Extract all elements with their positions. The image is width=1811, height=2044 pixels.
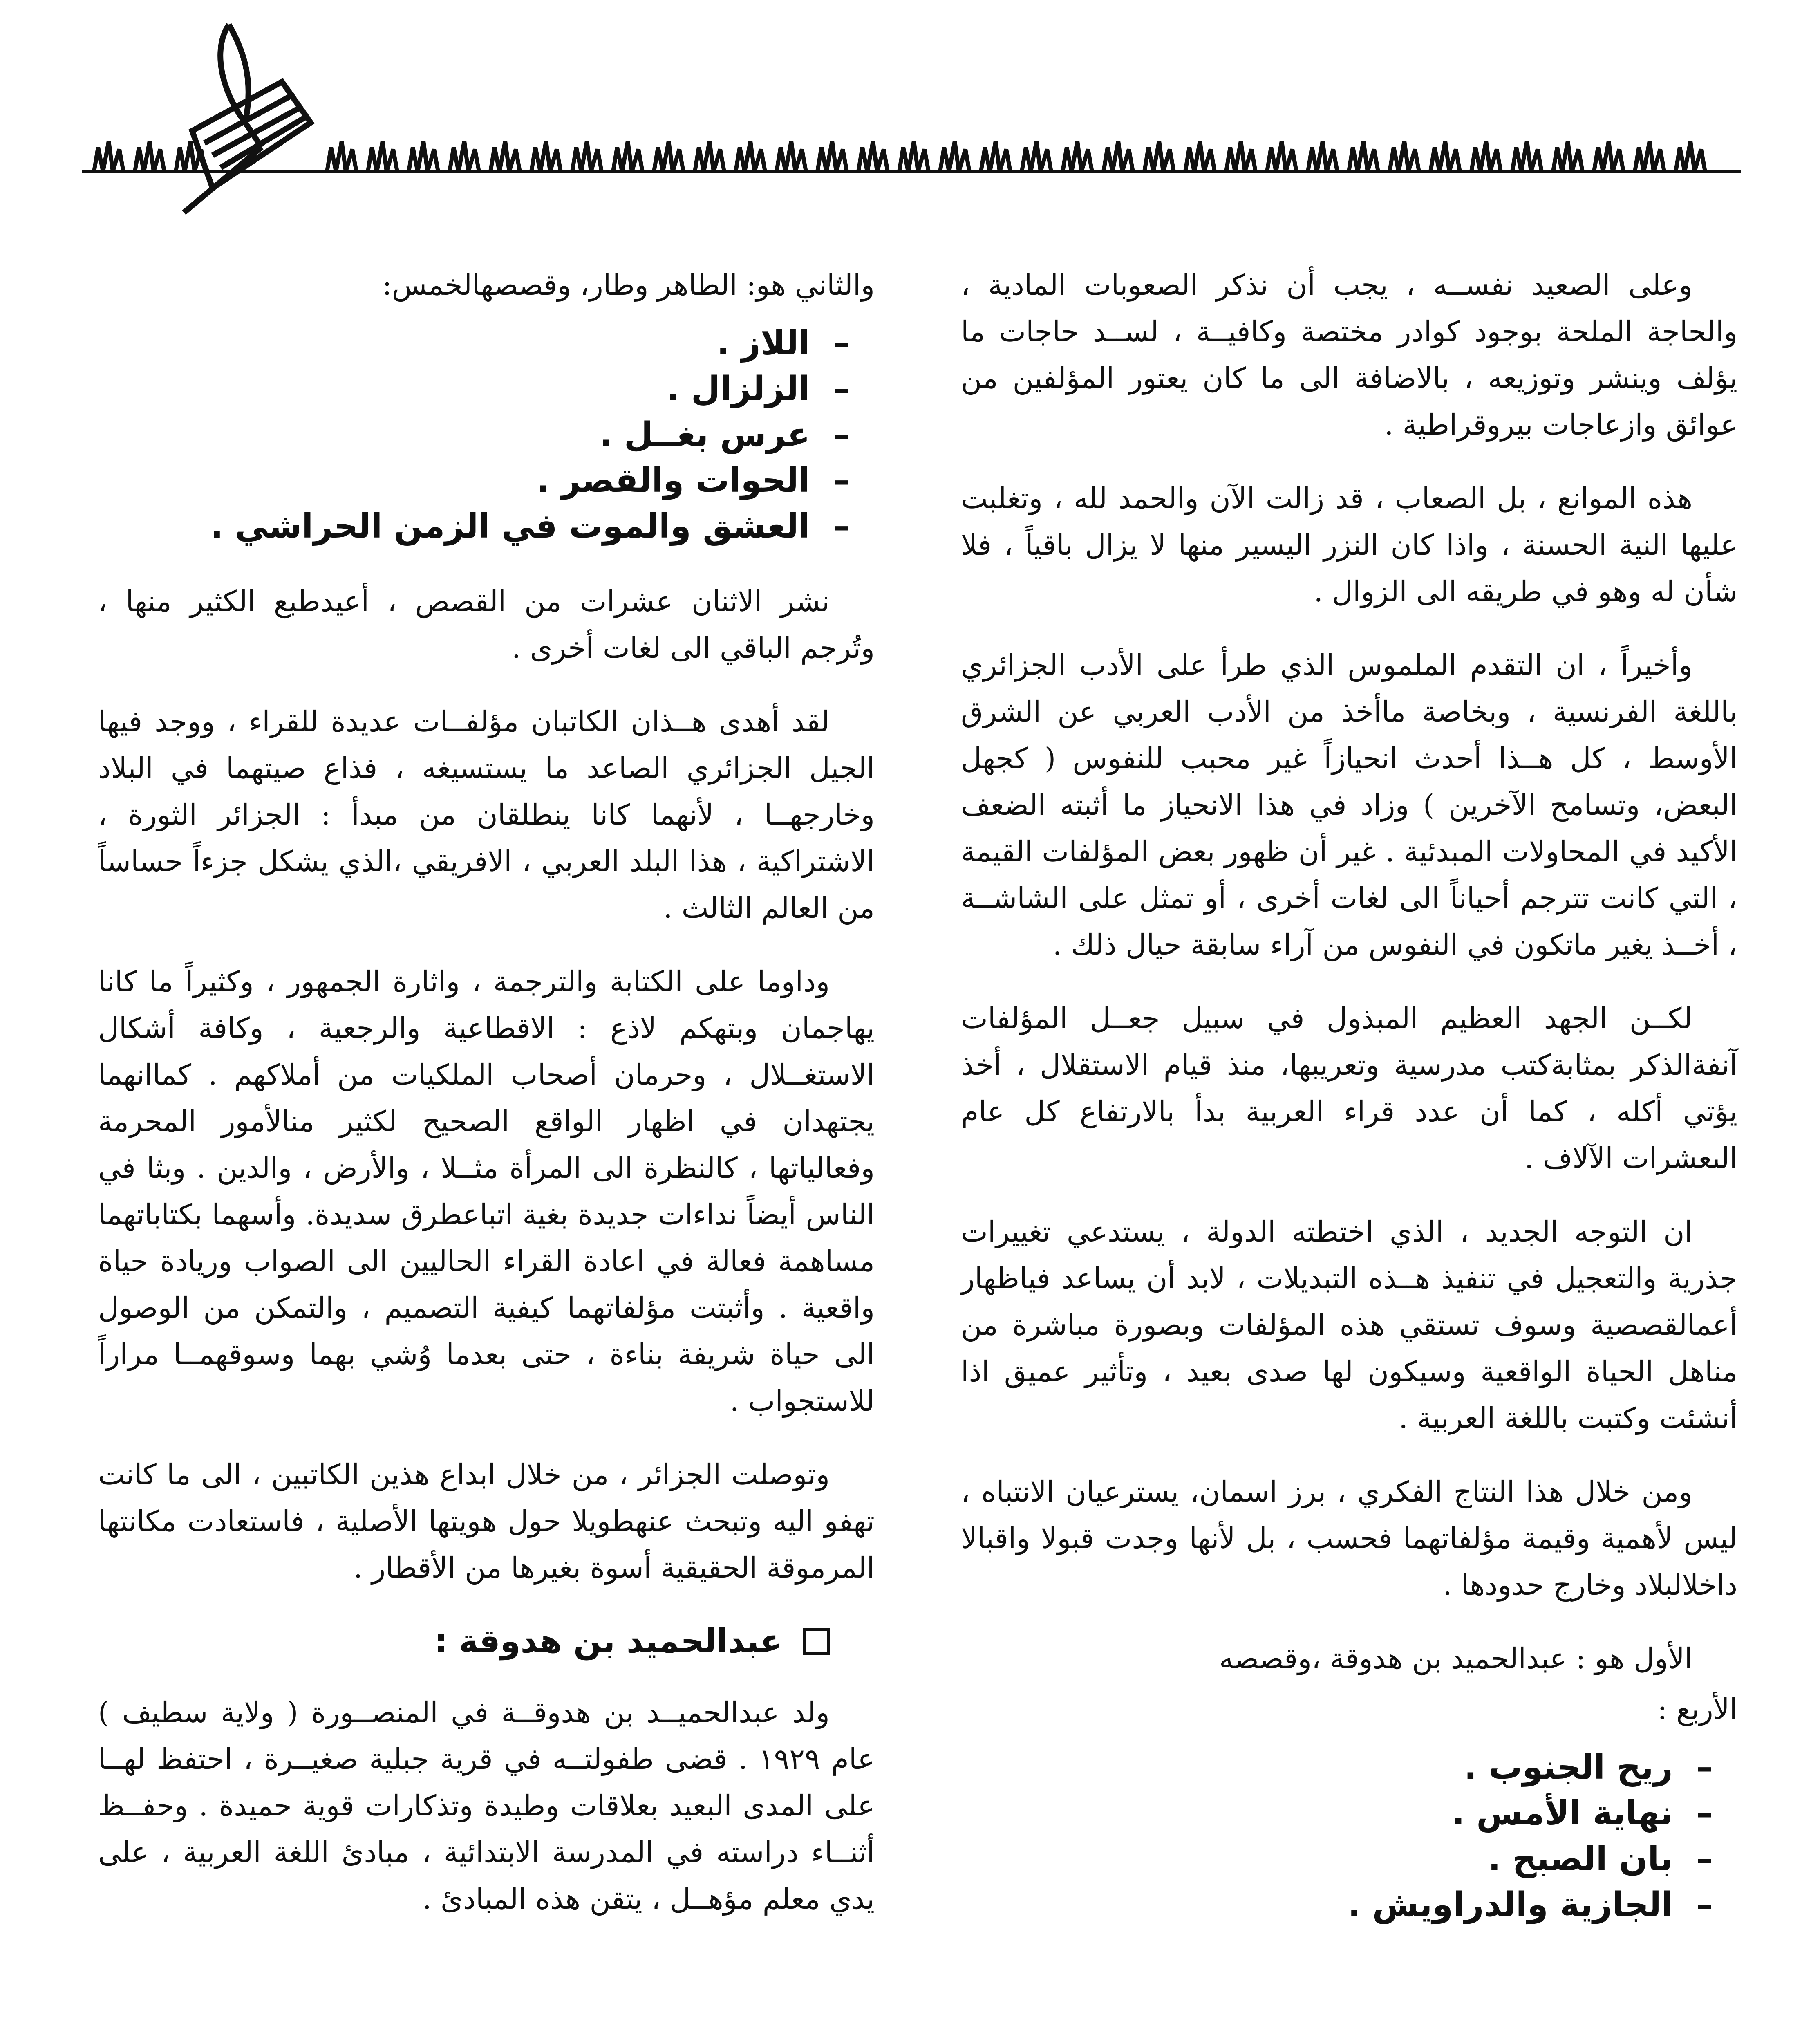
header-ornament — [0, 0, 1811, 229]
square-bullet-icon — [803, 1628, 830, 1655]
list-item: – الحوات والقصر . — [98, 458, 850, 504]
quill-pen-icon — [184, 25, 311, 213]
section-heading — [98, 1618, 875, 1665]
list-intro-tail: الأربع : — [1657, 1692, 1737, 1726]
grass-border-icon — [82, 141, 1741, 172]
paragraph: لكــن الجهد العظيم المبذول في سبيل جعــل المؤلفات آنفةالذكر بمثابةكتب مدرسية وتعريبها، منذ قيام الاستقلال ، أخذ يؤتي أكله ، كما أن عدد قراء العربية بدأ بالارتفاع كل عام الىعشرات الآلاف . — [961, 1002, 1737, 1175]
paragraph: هذه الموانع ، بل الصعاب ، قد زالت الآن والحمد لله ، وتغلبت عليها النية الحسنة ، واذا كان النزر اليسير منها لا يزال باقياً ، فلا شأن له وهو في طريقه الى الزوال . — [961, 482, 1737, 608]
story-list-benhadouga — [961, 1745, 1737, 1928]
paragraph: ومن خلال هذا النتاج الفكري ، برز اسمان، يسترعيان الانتباه ، ليس لأهمية وقيمة مؤلفاتهما فحسب ، بل لأنها وجدت قبولا واقبالا داخلالبلاد وخارج حدودها . — [961, 1475, 1737, 1602]
paragraph: نشر الاثنان عشرات من القصص ، أعيدطبع الكثير منها ، وتُرجم الباقي الى لغات أخرى . — [98, 585, 875, 665]
list-item: – نهاية الأمس . — [961, 1791, 1713, 1836]
list-item: – الزلزال . — [98, 366, 850, 412]
paragraph: لقد أهدى هــذان الكاتبان مؤلفــات عديدة للقراء ، ووجد فيها الجيل الجزائري الصاعد ما يستسيغه ، فذاع صيتهما في البلاد وخارجهــا ، لأنهما كانا ينطلقان من مبدأ : الجزائر الثورة ، الاشتراكية ، هذا البلد العربي ، الافريقي ،الذي يشكل جزءاً حساساً من العالم الثالث . — [98, 705, 875, 925]
section-title: عبدالحميد بن هدوقة : — [434, 1622, 782, 1660]
paragraph: وأخيراً ، ان التقدم الملموس الذي طرأ على الأدب الجزائري باللغة الفرنسية ، وبخاصة ماأخذ من الأدب العربي عن الشرق الأوسط ، كل هــذا أحدث انحيازاً غير محبب للنفوس ( كجهل البعض، وتسامح الآخرين ) وزاد في هذا الانحياز ما أثبته الضعف الأكيد في المحاولات المبدئية . غير أن ظهور بعض المؤلفات القيمة ، التي كانت تترجم أحياناً الى لغات أخرى ، أو تمثل على الشاشــة ، أخــذ يغير ماتكون في النفوس من آراء سابقة حيال ذلك . — [961, 648, 1737, 961]
paragraph: ولد عبدالحميــد بن هدوقــة في المنصــورة ( ولاية سطيف ) عام ١٩٢٩ . قضى طفولتــه في قرية جبلية صغيــرة ، احتفظ لهــا على المدى البعيد بعلاقات وطيدة وتذكارات قوية حميدة . وحفــظ أثنــاء دراسته في المدرسة الابتدائية ، مبادئ اللغة العربية ، على يدي معلم مؤهــل ، يتقن هذه المبادئ . — [98, 1696, 875, 1916]
right-column — [961, 262, 1737, 1957]
paragraph: ان التوجه الجديد ، الذي اختطته الدولة ، يستدعي تغييرات جذرية والتعجيل في تنفيذ هــذه التبديلات ، لابد أن يساعد فياظهار أعمالقصصية وسوف تستقي هذه المؤلفات وبصورة مباشرة من مناهل الحياة الواقعية وسيكون لها صدى بعيد ، وتأثير عميق اذا أنشئت وكتبت باللغة العربية . — [961, 1215, 1737, 1435]
story-list-wattar — [98, 320, 875, 549]
list-item: – بان الصبح . — [961, 1836, 1713, 1882]
paragraph: وداوما على الكتابة والترجمة ، واثارة الجمهور ، وكثيراً ما كانا يهاجمان وبتهكم لاذع : الاقطاعية والرجعية ، وكافة أشكال الاستغــلال ، وحرمان أصحاب الملكيات من أملاكهم . كماانهما يجتهدان في اظهار الواقع الصحيح لكثير منالأمور المحرمة وفعالياتها ، كالنظرة الى المرأة مثــلا ، والأرض ، والدين . وبثا في الناس أيضاً نداءات جديدة بغية اتباعطرق سديدة. وأسهما بكتاباتهما مساهمة فعالة في اعادة القراء الحاليين الى الصواب وريادة حياة واقعية . وأثبتت مؤلفاتهما كيفية التصميم ، والتمكن من الوصول الى حياة شريفة بناءة ، حتى بعدما وُشي بهما وسوقهمــا مراراً للاستجواب . — [98, 965, 875, 1418]
list-intro: والثاني هو: الطاهر وطار، وقصصهالخمس: — [382, 268, 875, 302]
paragraph: وتوصلت الجزائر ، من خلال ابداع هذين الكاتبين ، الى ما كانت تهفو اليه وتبحث عنهطويلا حول هويتها الأصلية ، فاستعادت مكانتها المرموقة الحقيقية أسوة بغيرها من الأقطار . — [98, 1458, 875, 1585]
list-item: – ريح الجنوب . — [961, 1745, 1713, 1791]
left-column — [98, 262, 875, 1949]
list-item: – الجازية والدراويش . — [961, 1882, 1713, 1928]
list-intro: الأول هو : عبدالحميد بن هدوقة ،وقصصه — [1219, 1642, 1692, 1675]
list-item: – عرس بغــل . — [98, 412, 850, 458]
list-item: – العشق والموت في الزمن الحراشي . — [98, 504, 850, 549]
paragraph: وعلى الصعيد نفســه ، يجب أن نذكر الصعوبات المادية ، والحاجة الملحة بوجود كوادر مختصة وكافيــة ، لســد حاجات ما يؤلف وينشر وتوزيعه ، بالاضافة الى ما كان يعتور المؤلفين من عوائق وازعاجات بيروقراطية . — [961, 268, 1737, 442]
list-item: – اللاز . — [98, 320, 850, 366]
